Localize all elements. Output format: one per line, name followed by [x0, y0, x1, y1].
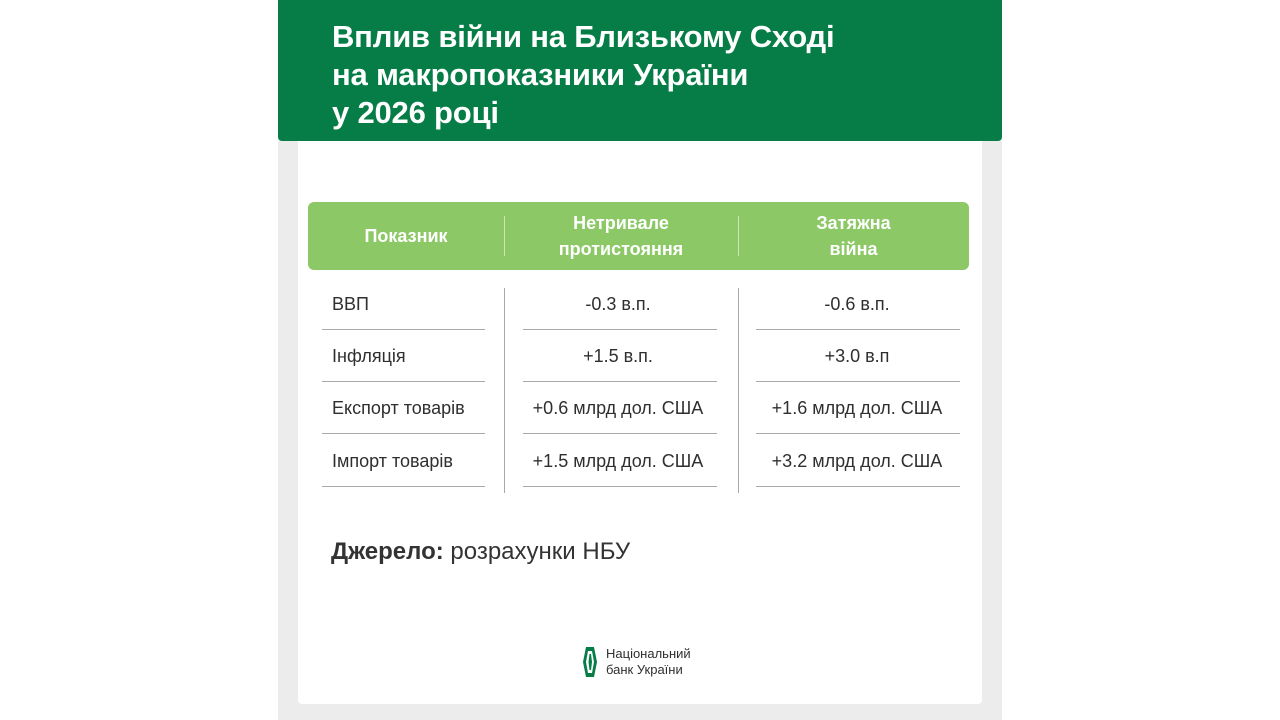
- table-row: [278, 444, 1002, 496]
- table-row: [278, 287, 1002, 339]
- title-line-1: Вплив війни на Близькому Сході: [332, 19, 835, 54]
- row-rule: [756, 433, 960, 434]
- row-indicator: Інфляція: [332, 346, 406, 366]
- row-rule: [756, 486, 960, 487]
- row-indicator: Експорт товарів: [332, 398, 465, 418]
- table-row: [278, 391, 1002, 443]
- table-header: [308, 202, 969, 270]
- row-short-value: +0.6 млрд дол. США: [532, 398, 704, 418]
- header-short-conflict: Нетривале протистояння: [558, 213, 684, 259]
- row-indicator: ВВП: [332, 294, 369, 314]
- header-banner: [278, 0, 1002, 141]
- row-rule: [523, 433, 717, 434]
- row-indicator: Імпорт товарів: [332, 451, 453, 471]
- source-label: Джерело:: [331, 538, 444, 565]
- title-line-3: у 2026 році: [332, 95, 499, 130]
- nbu-logo: [582, 644, 691, 680]
- nbu-logo-icon: [582, 646, 598, 678]
- row-rule: [756, 381, 960, 382]
- row-rule: [322, 329, 485, 330]
- row-rule: [322, 433, 485, 434]
- row-rule: [322, 486, 485, 487]
- table-row: [278, 339, 1002, 391]
- nbu-logo-text: Національний банк України: [606, 646, 691, 677]
- row-long-value: +3.0 в.п: [824, 346, 890, 366]
- source-text: розрахунки НБУ: [443, 538, 631, 565]
- row-rule: [756, 329, 960, 330]
- header-indicator: Показник: [364, 226, 448, 246]
- infographic-frame: [278, 0, 1002, 720]
- row-rule: [523, 381, 717, 382]
- row-short-value: +1.5 млрд дол. США: [532, 451, 704, 471]
- title-line-2: на макропоказники України: [332, 57, 749, 92]
- row-short-value: +1.5 в.п.: [583, 346, 653, 366]
- row-rule: [523, 329, 717, 330]
- page-title: [332, 18, 834, 132]
- row-long-value: +3.2 млрд дол. США: [771, 451, 943, 471]
- header-prolonged-war: Затяжна війна: [816, 213, 891, 259]
- row-rule: [322, 381, 485, 382]
- row-long-value: -0.6 в.п.: [824, 294, 890, 314]
- row-short-value: -0.3 в.п.: [585, 294, 651, 314]
- row-rule: [523, 486, 717, 487]
- source-note: [331, 538, 630, 566]
- row-long-value: +1.6 млрд дол. США: [771, 398, 943, 418]
